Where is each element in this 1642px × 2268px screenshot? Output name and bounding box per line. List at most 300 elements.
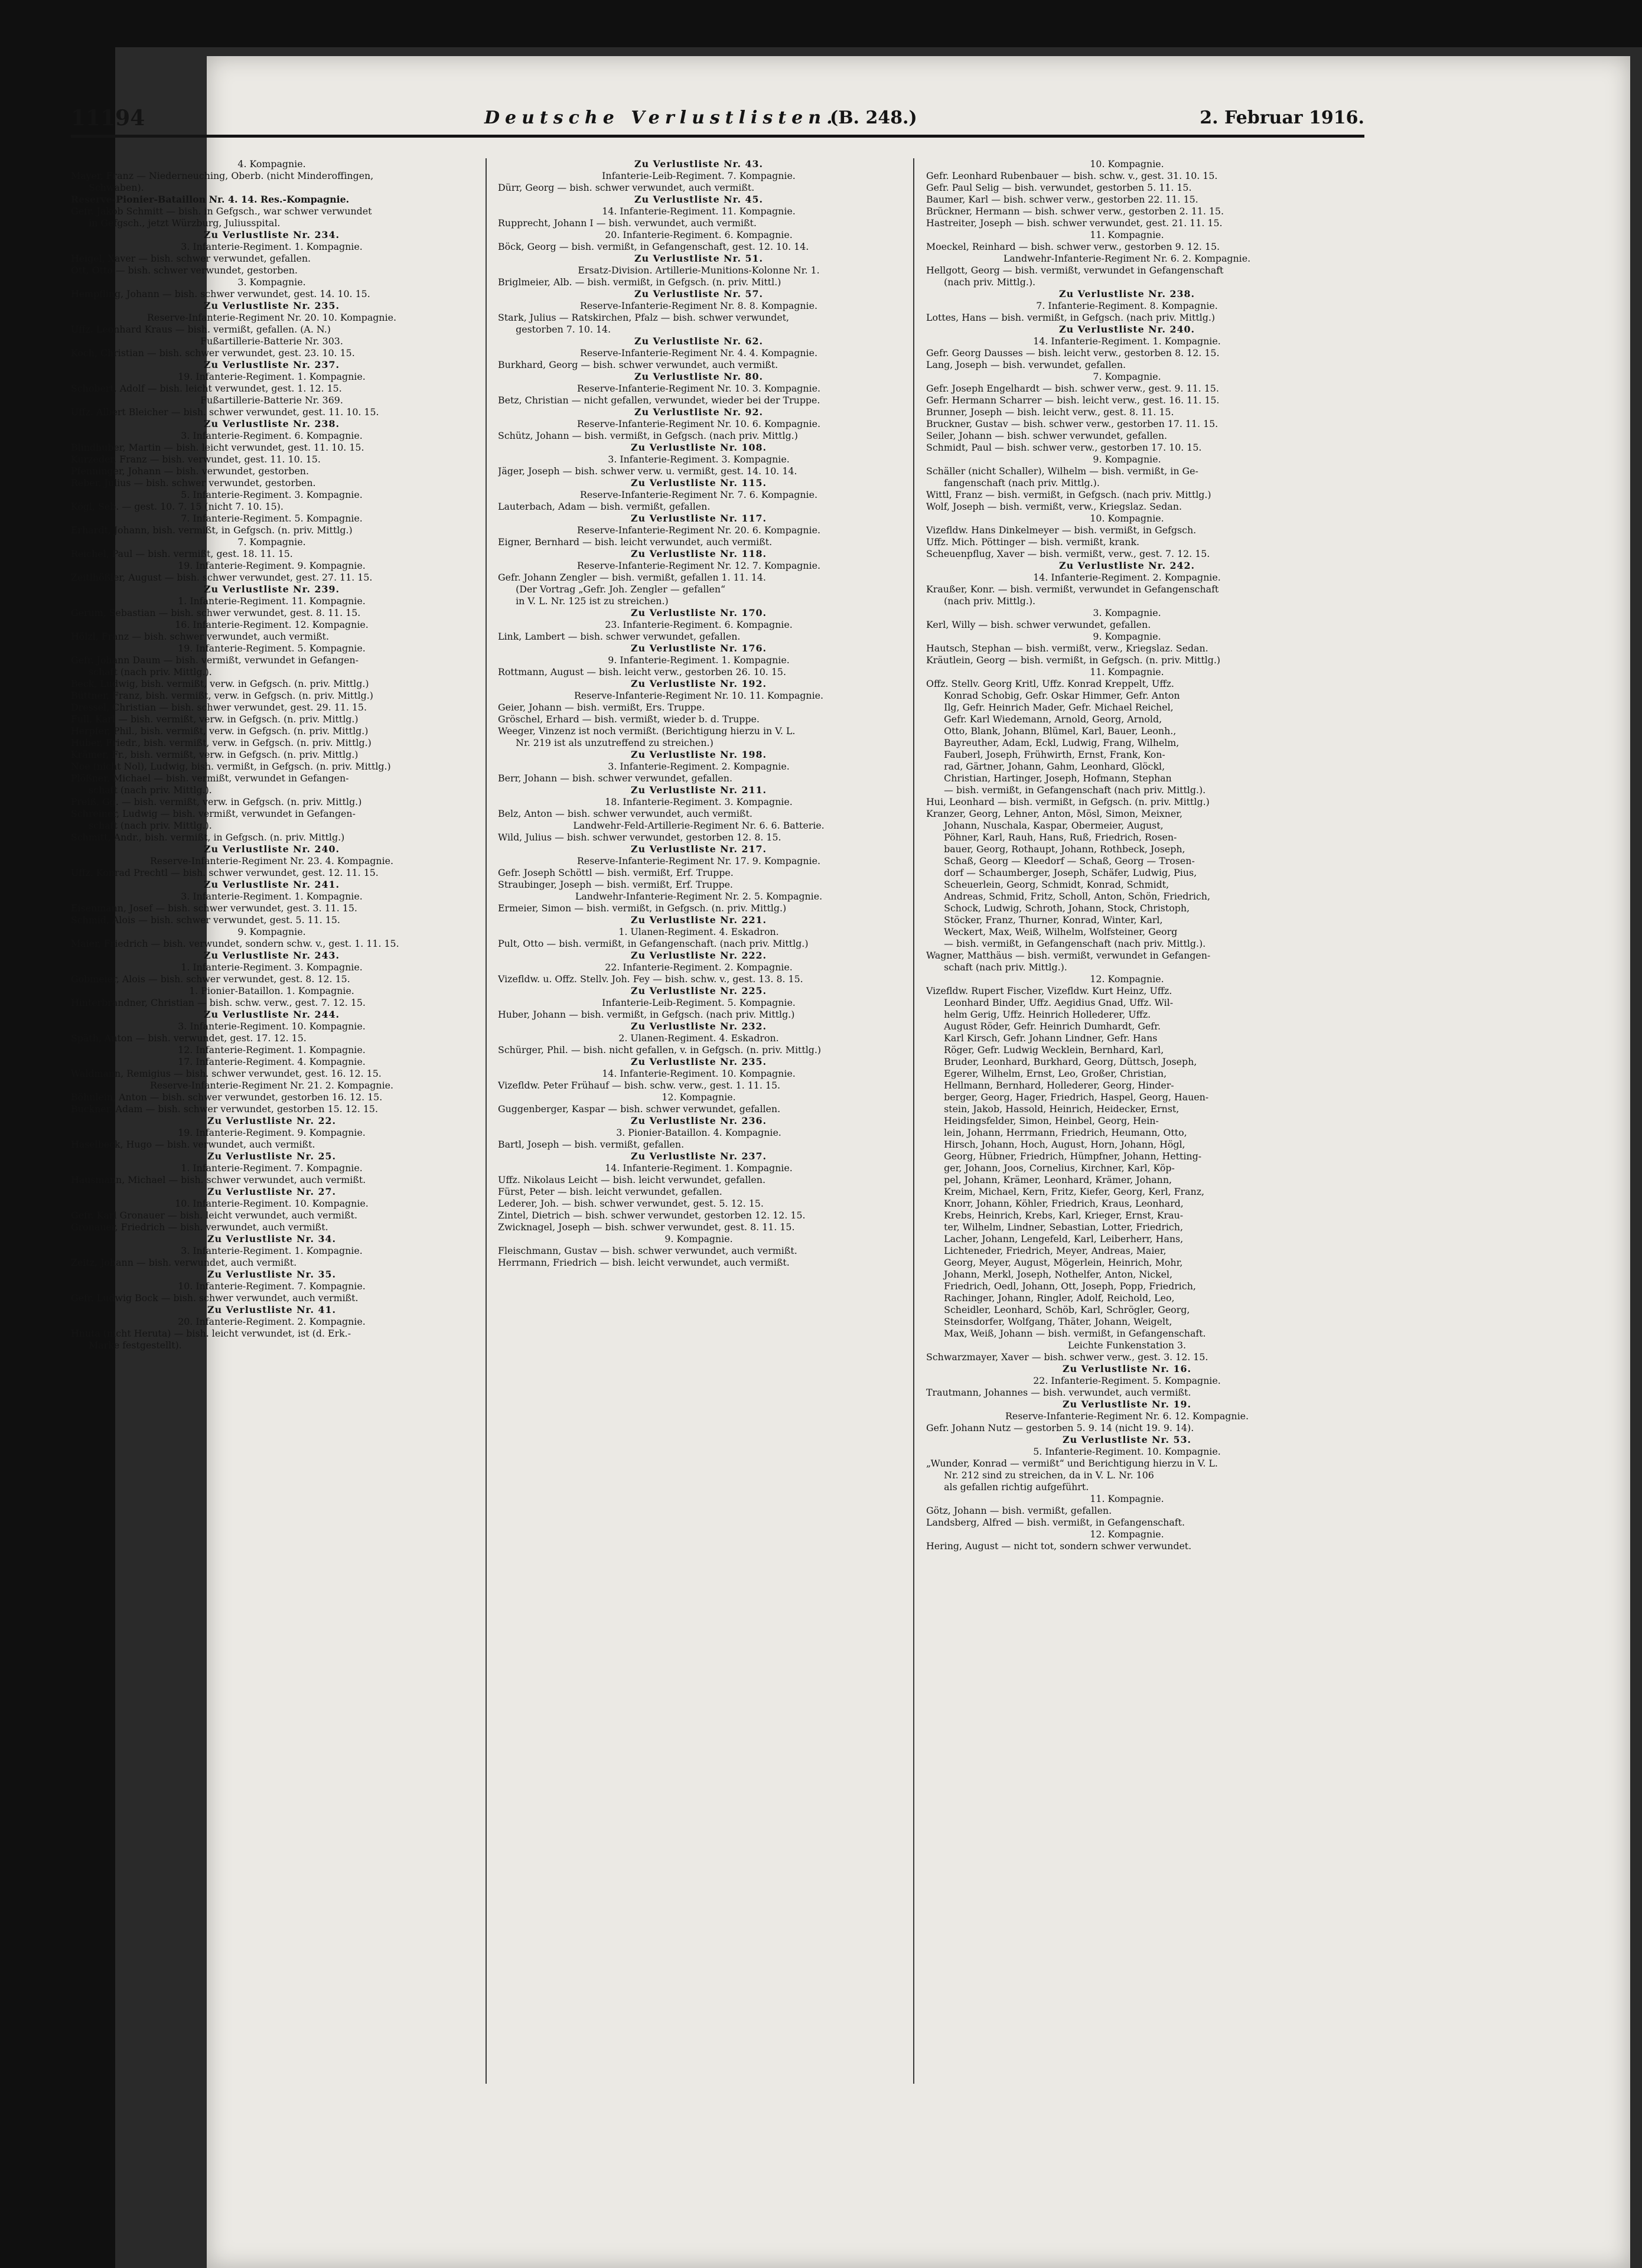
- casualty-entry: Zwicknagel, Joseph — bish. schwer verwundet, gest. 8. 11. 15.: [498, 1221, 795, 1233]
- casualty-entry: Beck, Ludwig, bish. vermißt, verw. in Gefgsch. (n. priv. Mittlg.): [71, 678, 369, 689]
- casualty-entry: Scheuerlein, Georg, Schmidt, Konrad, Schmidt,: [926, 879, 1169, 890]
- casualty-entry: Schmid, Alois — bish. schwer verwundet, gest. 5. 11. 15.: [71, 914, 340, 926]
- unit-heading: 3. Infanterie-Regiment. 10. Kompagnie.: [178, 1021, 366, 1032]
- casualty-entry: Waldmann, Remigius — bish. schwer verwundet, gest. 16. 12. 15.: [71, 1068, 382, 1079]
- unit-heading: Landwehr-Infanterie-Regiment Nr. 2. 5. Kompagnie.: [575, 891, 823, 902]
- casualty-entry: Burkhard, Georg — bish. schwer verwundet, auch vermißt.: [498, 359, 778, 370]
- casualty-entry: Vizefldw. Peter Frühauf — bish. schw. verw., gest. 1. 11. 15.: [498, 1080, 781, 1091]
- casualty-entry: Uffz. Konrad Prechtl — bish. schwer verwundet, gest. 12. 11. 15.: [71, 867, 379, 878]
- casualty-entry: Bruckner, Gustav — bish. schwer verw., gestorben 17. 11. 15.: [926, 418, 1219, 429]
- casualty-entry: Rachinger, Johann, Ringler, Adolf, Reichold, Leo,: [926, 1292, 1175, 1304]
- casualty-entry: Betz, Christian — nicht gefallen, verwundet, wieder bei der Truppe.: [498, 395, 820, 406]
- casualty-entry: Rottmann, August — bish. leicht verw., gestorben 26. 10. 15.: [498, 666, 786, 677]
- section-heading: Zu Verlustliste Nr. 115.: [631, 477, 767, 488]
- casualty-entry: Uffz. Leonhard Kraus — bish. vermißt, gefallen. (A. N.): [71, 324, 331, 335]
- casualty-entry: Plößner, Michael — bish. vermißt, verwundet in Gefangen-: [71, 773, 349, 784]
- unit-heading: Reserve-Infanterie-Regiment Nr. 7. 6. Kompagnie.: [580, 489, 817, 500]
- casualty-entry: ter, Wilhelm, Lindner, Sebastian, Lotter, Friedrich,: [926, 1221, 1183, 1233]
- casualty-entry: schaft (nach priv. Mittlg.).: [71, 820, 212, 831]
- casualty-entry: Gefr. Georg Dausses — bish. leicht verw., gestorben 8. 12. 15.: [926, 347, 1220, 359]
- casualty-entry: Lang, Joseph — bish. verwundet, gefallen.: [926, 359, 1126, 370]
- casualty-entry: stein, Jakob, Hassold, Heinrich, Heidecker, Ernst,: [926, 1103, 1180, 1115]
- casualty-entry: Gefr. Ludwig Bock — bish. schwer verwundet, auch vermißt.: [71, 1292, 359, 1304]
- section-heading: Zu Verlustliste Nr. 43.: [634, 158, 763, 170]
- casualty-entry: Preiß, Gg. — bish. vermißt, verw. in Gefgsch. (n. priv. Mittlg.): [71, 796, 362, 807]
- casualty-entry: Reichel, Paul — bish. vermißt, gest. 18. 11. 15.: [71, 548, 293, 559]
- unit-heading: 14. Infanterie-Regiment. 2. Kompagnie.: [1033, 572, 1221, 583]
- casualty-entry: fangenschaft (nach priv. Mittlg.).: [926, 477, 1100, 488]
- section-heading: Zu Verlustliste Nr. 25.: [207, 1151, 336, 1162]
- section-heading: Zu Verlustliste Nr. 239.: [204, 584, 340, 595]
- casualty-entry: Kögl, Seb. — gest. 10. 7. 15 (nicht 7. 10. 15).: [71, 501, 284, 512]
- casualty-entry: Berr, Johann — bish. schwer verwundet, gefallen.: [498, 773, 732, 784]
- section-heading: Zu Verlustliste Nr. 237.: [631, 1151, 767, 1162]
- casualty-entry: Haselbeck, Hugo — bish. verwundet, auch vermißt.: [71, 1139, 315, 1150]
- casualty-entry: Eigner, Bernhard — bish. leicht verwundet, auch vermißt.: [498, 536, 773, 548]
- unit-heading: 14. Infanterie-Regiment. 11. Kompagnie.: [602, 206, 796, 217]
- casualty-entry: Briglmeier, Alb. — bish. vermißt, in Gefgsch. (n. priv. Mittl.): [498, 276, 781, 288]
- unit-heading: Leichte Funkenstation 3.: [1067, 1340, 1187, 1351]
- casualty-entry: Gefr. Johann Zengler — bish. vermißt, gefallen 1. 11. 14.: [498, 572, 766, 583]
- unit-heading: 3. Infanterie-Regiment. 6. Kompagnie.: [181, 430, 363, 441]
- unit-heading: Ersatz-Division. Artillerie-Munitions-Kolonne Nr. 1.: [578, 265, 820, 276]
- unit-heading: 9. Kompagnie.: [237, 926, 306, 937]
- unit-heading: 14. Infanterie-Regiment. 10. Kompagnie.: [602, 1068, 796, 1079]
- unit-heading: Infanterie-Leib-Regiment. 7. Kompagnie.: [602, 170, 796, 181]
- casualty-entry: Egerer, Wilhelm, Ernst, Leo, Großer, Christian,: [926, 1068, 1167, 1079]
- casualty-entry: (nach priv. Mittlg.).: [926, 276, 1036, 288]
- casualty-entry: — bish. vermißt, in Gefangenschaft (nach priv. Mittlg.).: [926, 938, 1206, 949]
- casualty-entry: Schock, Ludwig, Schroth, Johann, Stock, Christoph,: [926, 902, 1190, 914]
- casualty-entry: Hellmann, Bernhard, Hollederer, Georg, Hinder-: [926, 1080, 1174, 1091]
- unit-heading: Reserve-Infanterie-Regiment Nr. 12. 7. Kompagnie.: [577, 560, 820, 571]
- unit-heading: 1. Infanterie-Regiment. 7. Kompagnie.: [181, 1162, 363, 1174]
- column-divider: [913, 158, 914, 2084]
- casualty-entry: Kerl, Willy — bish. schwer verwundet, gefallen.: [926, 619, 1151, 630]
- section-heading: Zu Verlustliste Nr. 51.: [634, 253, 763, 264]
- casualty-entry: Gefr. Jakob Schmitt — bish. in Gefgsch., war schwer verwundet: [71, 206, 372, 217]
- header-rule: [71, 135, 1364, 138]
- unit-heading: 19. Infanterie-Regiment. 9. Kompagnie.: [178, 560, 366, 571]
- unit-heading: 12. Infanterie-Regiment. 1. Kompagnie.: [178, 1044, 366, 1055]
- casualty-entry: Gefr. Hermann Scharrer — bish. leicht verw., gest. 16. 11. 15.: [926, 395, 1220, 406]
- casualty-entry: Bartl, Joseph — bish. vermißt, gefallen.: [498, 1139, 685, 1150]
- casualty-entry: Gefr. Johann Daum — bish. vermißt, verwundet in Gefangen-: [71, 654, 359, 666]
- unit-heading: 10. Infanterie-Regiment. 10. Kompagnie.: [175, 1198, 369, 1209]
- unit-heading: 9. Infanterie-Regiment. 1. Kompagnie.: [608, 654, 790, 666]
- casualty-entry: Knorr, Johann, Köhler, Friedrich, Kraus, Leonhard,: [926, 1198, 1184, 1209]
- casualty-entry: Gefr. Karl Gronauer — bish. leicht verwundet, auch vermißt.: [71, 1210, 357, 1221]
- section-heading: Zu Verlustliste Nr. 176.: [631, 643, 767, 654]
- casualty-entry: Vizefldw. Rupert Fischer, Vizefldw. Kurt Heinz, Uffz.: [926, 985, 1172, 996]
- casualty-entry: Guggenberger, Kaspar — bish. schwer verwundet, gefallen.: [498, 1103, 781, 1115]
- casualty-entry: Hnuta (nicht Heruta) — bish. leicht verwundet, ist (d. Erk.-: [71, 1328, 351, 1339]
- casualty-entry: Scheidler, Leonhard, Schöb, Karl, Schrögler, Georg,: [926, 1304, 1190, 1315]
- casualty-entry: (nach priv. Mittlg.).: [926, 595, 1036, 607]
- section-heading: Zu Verlustliste Nr. 170.: [631, 607, 767, 618]
- casualty-entry: Hempfling, Johann — bish. schwer verwundet, gest. 14. 10. 15.: [71, 288, 370, 299]
- casualty-entry: Moeckel, Reinhard — bish. schwer verw., gestorben 9. 12. 15.: [926, 241, 1220, 252]
- casualty-entry: Gefr. Karl Wiedemann, Arnold, Georg, Arnold,: [926, 713, 1162, 725]
- casualty-entry: Wolf, Joseph — bish. vermißt, verw., Kriegslaz. Sedan.: [926, 501, 1182, 512]
- casualty-entry: Ott, Otto — bish. schwer verwundet, gestorben.: [71, 265, 298, 276]
- unit-heading: 12. Kompagnie.: [1090, 973, 1164, 985]
- casualty-entry: Zeitlhößler, August — bish. schwer verwundet, gest. 27. 11. 15.: [71, 572, 373, 583]
- casualty-entry: Erhardt, Johann, bish. vermißt, in Gefgsch. (n. priv. Mittlg.): [71, 524, 353, 536]
- unit-heading: 22. Infanterie-Regiment. 2. Kompagnie.: [605, 962, 793, 973]
- casualty-entry: Reber, Julius — bish. schwer verwundet, gestorben.: [71, 477, 316, 488]
- casualty-entry: berger, Georg, Hager, Friedrich, Haspel, Georg, Hauen-: [926, 1091, 1209, 1103]
- section-heading: Zu Verlustliste Nr. 241.: [204, 879, 340, 890]
- section-heading: Zu Verlustliste Nr. 222.: [631, 950, 767, 961]
- casualty-entry: Hui, Leonhard — bish. vermißt, in Gefgsch. (n. priv. Mittlg.): [926, 796, 1210, 807]
- casualty-entry: bauer, Georg, Rothaupt, Johann, Rothbeck, Joseph,: [926, 843, 1185, 855]
- section-heading: Zu Verlustliste Nr. 238.: [1059, 288, 1195, 299]
- unit-heading: 3. Pionier-Bataillon. 4. Kompagnie.: [616, 1127, 781, 1138]
- unit-heading: 3. Kompagnie.: [1093, 607, 1161, 618]
- unit-heading: 11. Kompagnie.: [1090, 666, 1164, 677]
- casualty-entry: Koch, Christian — bish. schwer verwundet, gest. 23. 10. 15.: [71, 347, 355, 359]
- casualty-entry: als gefallen richtig aufgeführt.: [926, 1481, 1089, 1493]
- casualty-entry: dorf — Schaumberger, Joseph, Schäfer, Ludwig, Pius,: [926, 867, 1197, 878]
- unit-heading: 20. Infanterie-Regiment. 2. Kompagnie.: [178, 1316, 366, 1327]
- casualty-entry: schaft (nach priv. Mittlg.).: [926, 962, 1067, 973]
- casualty-entry: schaft (nach priv. Mittlg.).: [71, 784, 212, 796]
- casualty-entry: Stöcker, Franz, Thurner, Konrad, Winter, Karl,: [926, 914, 1163, 926]
- casualty-entry: Baumer, Karl — bish. schwer verw., gestorben 22. 11. 15.: [926, 194, 1198, 205]
- casualty-entry: Brückner, Hermann — bish. schwer verw., gestorben 2. 11. 15.: [926, 206, 1224, 217]
- casualty-entry: Lichteneder, Friedrich, Meyer, Andreas, Maier,: [926, 1245, 1167, 1256]
- text-column-3: [926, 158, 1328, 2084]
- unit-heading: 10. Infanterie-Regiment. 7. Kompagnie.: [178, 1280, 366, 1292]
- section-heading: Zu Verlustliste Nr. 235.: [631, 1056, 767, 1067]
- casualty-entry: Herpfer, Phil., bish. vermißt, verw. in Gefgsch. (n. priv. Mittlg.): [71, 725, 369, 737]
- section-heading: Zu Verlustliste Nr. 240.: [204, 843, 340, 855]
- unit-heading: Reserve-Infanterie-Regiment Nr. 17. 9. Kompagnie.: [577, 855, 820, 866]
- unit-heading: Fußartillerie-Batterie Nr. 303.: [200, 335, 343, 347]
- section-heading: Zu Verlustliste Nr. 57.: [634, 288, 763, 299]
- unit-heading: 1. Ulanen-Regiment. 4. Eskadron.: [618, 926, 779, 937]
- casualty-entry: Buckner, Adam — bish. schwer verwundet, gestorben 15. 12. 15.: [71, 1103, 378, 1115]
- casualty-entry: Gefr. Paul Selig — bish. verwundet, gestorben 5. 11. 15.: [926, 182, 1192, 193]
- casualty-entry: Gefr. Leonhard Rubenbauer — bish. schw. v., gest. 31. 10. 15.: [926, 170, 1218, 181]
- casualty-entry: Bruder, Leonhard, Burkhard, Georg, Düttsch, Joseph,: [926, 1056, 1197, 1067]
- casualty-entry: Ilg, Gefr. Heinrich Mader, Gefr. Michael Reichel,: [926, 702, 1174, 713]
- casualty-entry: Uffz. Nikolaus Leicht — bish. leicht verwundet, gefallen.: [498, 1174, 765, 1185]
- casualty-entry: Weckert, Max, Weiß, Wilhelm, Wolfsteiner, Georg: [926, 926, 1178, 937]
- section-heading: Zu Verlustliste Nr. 118.: [631, 548, 767, 559]
- unit-heading: 7. Infanterie-Regiment. 8. Kompagnie.: [1036, 300, 1218, 311]
- section-heading: Zu Verlustliste Nr. 240.: [1059, 324, 1195, 335]
- casualty-entry: Lauterbach, Adam — bish. vermißt, gefallen.: [498, 501, 711, 512]
- section-heading: Zu Verlustliste Nr. 236.: [631, 1115, 767, 1126]
- casualty-entry: Kranzer, Georg, Lehner, Anton, Mösl, Simon, Meixner,: [926, 808, 1183, 819]
- section-heading: Zu Verlustliste Nr. 242.: [1059, 560, 1195, 571]
- page-header: [71, 106, 1364, 142]
- unit-heading: 1. Infanterie-Regiment. 3. Kompagnie.: [181, 962, 363, 973]
- casualty-entry: Christian, Hartinger, Joseph, Hofmann, Stephan: [926, 773, 1172, 784]
- casualty-entry: Link, Lambert — bish. schwer verwundet, gefallen.: [498, 631, 741, 642]
- text-column-1: [71, 158, 473, 2084]
- casualty-entry: Herrmann, Friedrich — bish. leicht verwundet, auch vermißt.: [498, 1257, 790, 1268]
- casualty-entry: Landsberg, Alfred — bish. vermißt, in Gefangenschaft.: [926, 1517, 1185, 1528]
- casualty-entry: Schmitt, Andr., bish. vermißt, in Gefgsch. (n. priv. Mittlg.): [71, 832, 345, 843]
- unit-heading: 17. Infanterie-Regiment. 4. Kompagnie.: [178, 1056, 366, 1067]
- casualty-entry: Gerum, Sebastian — bish. schwer verwundet, gest. 8. 11. 15.: [71, 607, 361, 618]
- section-heading: Zu Verlustliste Nr. 225.: [631, 985, 767, 996]
- unit-heading: Reserve-Infanterie-Regiment Nr. 8. 8. Kompagnie.: [580, 300, 817, 311]
- unit-heading: 19. Infanterie-Regiment. 9. Kompagnie.: [178, 1127, 366, 1138]
- section-heading: Zu Verlustliste Nr. 244.: [204, 1009, 340, 1020]
- casualty-entry: Kräutlein, Georg — bish. vermißt, in Gefgsch. (n. priv. Mittlg.): [926, 654, 1221, 666]
- casualty-entry: Zintel, Dietrich — bish. schwer verwundet, gestorben 12. 12. 15.: [498, 1210, 806, 1221]
- unit-heading: Reserve-Infanterie-Regiment Nr. 20. 6. Kompagnie.: [577, 524, 820, 536]
- casualty-entry: rad, Gärtner, Johann, Gahm, Leonhard, Glöckl,: [926, 761, 1165, 772]
- unit-heading: 19. Infanterie-Regiment. 1. Kompagnie.: [178, 371, 366, 382]
- unit-heading: 18. Infanterie-Regiment. 3. Kompagnie.: [605, 796, 793, 807]
- casualty-entry: Huber, Friedr., bish. vermißt, verw. in Gefgsch. (n. priv. Mittlg.): [71, 737, 372, 748]
- casualty-entry: Fauberl, Joseph, Frühwirth, Ernst, Frank, Kon-: [926, 749, 1165, 760]
- casualty-entry: Lacher, Johann, Lengefeld, Karl, Leiberherr, Hans,: [926, 1233, 1184, 1244]
- casualty-entry: Offz. Stellv. Georg Kritl, Uffz. Konrad Kreppelt, Uffz.: [926, 678, 1174, 689]
- casualty-entry: ger, Johann, Joos, Cornelius, Kirchner, Karl, Köp-: [926, 1162, 1175, 1174]
- unit-heading: 12. Kompagnie.: [662, 1091, 736, 1103]
- unit-heading: Reserve-Infanterie-Regiment Nr. 4. 4. Kompagnie.: [580, 347, 817, 359]
- casualty-entry: Götz, Johann — bish. vermißt, gefallen.: [926, 1505, 1112, 1516]
- casualty-entry: in V. L. Nr. 125 ist zu streichen.): [498, 595, 669, 607]
- casualty-entry: pel, Johann, Krämer, Leonhard, Krämer, Johann,: [926, 1174, 1172, 1185]
- casualty-entry: „Wunder, Konrad — vermißt“ und Berichtigung hierzu in V. L.: [926, 1458, 1218, 1469]
- section-heading: Zu Verlustliste Nr. 117.: [631, 513, 767, 524]
- section-heading: Zu Verlustliste Nr. 232.: [631, 1021, 767, 1032]
- casualty-entry: Leonhard Binder, Uffz. Aegidius Gnad, Uffz. Wil-: [926, 997, 1174, 1008]
- casualty-entry: Wittl, Franz — bish. vermißt, in Gefgsch. (nach priv. Mittlg.): [926, 489, 1211, 500]
- casualty-entry: Gefr. Johann Nutz — gestorben 5. 9. 14 (nicht 19. 9. 14).: [926, 1422, 1194, 1433]
- unit-heading: 16. Infanterie-Regiment. 12. Kompagnie.: [175, 619, 369, 630]
- casualty-entry: Hautsch, Stephan — bish. vermißt, verw., Kriegslaz. Sedan.: [926, 643, 1208, 654]
- section-heading: Zu Verlustliste Nr. 19.: [1063, 1399, 1191, 1410]
- section-heading: Zu Verlustliste Nr. 217.: [631, 843, 767, 855]
- unit-heading: 3. Infanterie-Regiment. 1. Kompagnie.: [181, 241, 363, 252]
- casualty-entry: Röger, Gefr. Ludwig Wecklein, Bernhard, Karl,: [926, 1044, 1164, 1055]
- unit-heading: 5. Infanterie-Regiment. 3. Kompagnie.: [181, 489, 363, 500]
- casualty-entry: Nr. 219 ist als unzutreffend zu streichen.): [498, 737, 714, 748]
- unit-heading: 9. Kompagnie.: [664, 1233, 733, 1244]
- unit-heading: 7. Kompagnie.: [237, 536, 306, 548]
- casualty-entry: helm Gerig, Uffz. Heinrich Hollederer, Uffz.: [926, 1009, 1151, 1020]
- casualty-entry: Kraußer, Konr. — bish. vermißt, verwundet in Gefangenschaft: [926, 584, 1219, 595]
- text-column-2: [498, 158, 900, 2084]
- unit-heading: 11. Kompagnie.: [1090, 229, 1164, 240]
- casualty-entry: Full, Karl — bish. vermißt, verw. in Gefgsch. (n. priv. Mittlg.): [71, 713, 359, 725]
- unit-heading: Landwehr-Feld-Artillerie-Regiment Nr. 6. 6. Batterie.: [573, 820, 825, 831]
- casualty-entry: Stark, Julius — Ratskirchen, Pfalz — bish. schwer verwundet,: [498, 312, 790, 323]
- section-heading: Zu Verlustliste Nr. 62.: [634, 335, 763, 347]
- casualty-entry: Wild, Julius — bish. schwer verwundet, gestorben 12. 8. 15.: [498, 832, 781, 843]
- casualty-entry: Hausmann, Michael — bish. schwer verwundet, auch vermißt.: [71, 1174, 366, 1185]
- casualty-entry: Zeitz, Johann — bish. verwundet, auch vermißt.: [71, 1257, 297, 1268]
- issue-number: (B. 248.): [830, 107, 917, 128]
- unit-heading: 11. Kompagnie.: [1090, 1493, 1164, 1504]
- casualty-entry: Hölzl, Franz — bish. schwer verwundet, auch vermißt.: [71, 631, 330, 642]
- casualty-entry: Reserve-Pionier-Bataillon Nr. 4. 14. Res.-Kompagnie.: [71, 194, 350, 205]
- casualty-entry: Böhnlein, Anton — bish. schwer verwundet, gestorben 16. 12. 15.: [71, 1091, 383, 1103]
- casualty-entry: Brunner, Joseph — bish. leicht verw., gest. 8. 11. 15.: [926, 406, 1174, 418]
- casualty-entry: Jäger, Joseph — bish. schwer verw. u. vermißt, gest. 14. 10. 14.: [498, 465, 797, 477]
- unit-heading: 7. Infanterie-Regiment. 5. Kompagnie.: [181, 513, 363, 524]
- unit-heading: 23. Infanterie-Regiment. 6. Kompagnie.: [605, 619, 793, 630]
- casualty-entry: Max, Weiß, Johann — bish. vermißt, in Gefangenschaft.: [926, 1328, 1206, 1339]
- unit-heading: 1. Infanterie-Regiment. 11. Kompagnie.: [178, 595, 366, 607]
- section-heading: Zu Verlustliste Nr. 22.: [207, 1115, 336, 1126]
- casualty-entry: Friedrich, Oedl, Johann, Ott, Joseph, Popp, Friedrich,: [926, 1280, 1196, 1292]
- unit-heading: Reserve-Infanterie-Regiment Nr. 20. 10. Kompagnie.: [146, 312, 397, 323]
- casualty-entry: Steinsdorfer, Wolfgang, Thäter, Johann, Weigelt,: [926, 1316, 1172, 1327]
- section-heading: Zu Verlustliste Nr. 16.: [1063, 1363, 1191, 1374]
- unit-heading: 10. Kompagnie.: [1090, 513, 1164, 524]
- casualty-entry: Noe (nicht Nol), Ludwig, bish. vermißt, in Gefgsch. (n. priv. Mittlg.): [71, 761, 391, 772]
- casualty-entry: gestorben 7. 10. 14.: [498, 324, 611, 335]
- section-heading: Zu Verlustliste Nr. 35.: [207, 1269, 336, 1280]
- casualty-entry: Krämer, Fr., bish. vermißt, verw. in Gefgsch. (n. priv. Mittlg.): [71, 749, 359, 760]
- casualty-entry: Hellgott, Georg — bish. vermißt, verwundet in Gefangenschaft: [926, 265, 1224, 276]
- casualty-entry: schaft (nach priv. Mittlg.).: [71, 666, 212, 677]
- casualty-entry: Gröschel, Erhard — bish. vermißt, wieder b. d. Truppe.: [498, 713, 760, 725]
- casualty-entry: Straubinger, Joseph — bish. vermißt, Erf. Truppe.: [498, 879, 733, 890]
- casualty-entry: Hinterbrandner, Christian — bish. schw. verw., gest. 7. 12. 15.: [71, 997, 366, 1008]
- unit-heading: 3. Infanterie-Regiment. 2. Kompagnie.: [608, 761, 790, 772]
- casualty-entry: Karl Kirsch, Gefr. Johann Lindner, Gefr. Hans: [926, 1032, 1158, 1044]
- unit-heading: 9. Kompagnie.: [1093, 454, 1161, 465]
- unit-heading: 20. Infanterie-Regiment. 6. Kompagnie.: [605, 229, 793, 240]
- section-heading: Zu Verlustliste Nr. 34.: [207, 1233, 336, 1244]
- unit-heading: 22. Infanterie-Regiment. 5. Kompagnie.: [1033, 1375, 1221, 1386]
- casualty-entry: Mayer, Franz — Niederneuching, Oberb. (nicht Minderoffingen,: [71, 170, 374, 181]
- casualty-entry: Schobert, Adolf — bish. leicht verwundet, gest. 1. 12. 15.: [71, 383, 342, 394]
- casualty-entry: Hering, August — nicht tot, sondern schwer verwundet.: [926, 1540, 1192, 1552]
- casualty-entry: Seiler, Johann — bish. schwer verwundet, gefallen.: [926, 430, 1168, 441]
- casualty-entry: Dürr, Georg — bish. schwer verwundet, auch vermißt.: [498, 182, 755, 193]
- section-heading: Zu Verlustliste Nr. 211.: [631, 784, 767, 796]
- section-heading: Zu Verlustliste Nr. 92.: [634, 406, 763, 418]
- section-heading: Zu Verlustliste Nr. 237.: [204, 359, 340, 370]
- unit-heading: 3. Infanterie-Regiment. 1. Kompagnie.: [181, 891, 363, 902]
- section-heading: Zu Verlustliste Nr. 243.: [204, 950, 340, 961]
- unit-heading: 10. Kompagnie.: [1090, 158, 1164, 170]
- casualty-entry: Schwarzmayer, Xaver — bish. schwer verw., gest. 3. 12. 15.: [926, 1351, 1208, 1363]
- casualty-entry: Schwaben).: [71, 182, 144, 193]
- section-heading: Zu Verlustliste Nr. 234.: [204, 229, 340, 240]
- casualty-entry: Gobmeier, Alois — bish. schwer verwundet, gest. 8. 12. 15.: [71, 973, 350, 985]
- casualty-entry: Georg, Hübner, Friedrich, Hümpfner, Johann, Hetting-: [926, 1151, 1202, 1162]
- issue-date: 2. Februar 1916.: [1200, 107, 1364, 128]
- casualty-entry: Späth, Anton — bish. verwundet, gest. 17. 12. 15.: [71, 1032, 307, 1044]
- section-heading: Zu Verlustliste Nr. 221.: [631, 914, 767, 926]
- casualty-entry: Pöhner, Karl, Rauh, Hans, Ruß, Friedrich, Rosen-: [926, 832, 1177, 843]
- casualty-entry: Wagner, Matthäus — bish. vermißt, verwundet in Gefangen-: [926, 950, 1211, 961]
- casualty-entry: Georg, Meyer, August, Mögerlein, Heinrich, Mohr,: [926, 1257, 1183, 1268]
- casualty-entry: Hastreiter, Joseph — bish. schwer verwundet, gest. 21. 11. 15.: [926, 217, 1223, 229]
- casualty-entry: Bayreuther, Adam, Eckl, Ludwig, Frang, Wilhelm,: [926, 737, 1180, 748]
- unit-heading: 19. Infanterie-Regiment. 5. Kompagnie.: [178, 643, 366, 654]
- casualty-entry: Huber, Johann — bish. vermißt, in Gefgsch. (nach priv. Mittlg.): [498, 1009, 795, 1020]
- casualty-entry: Andreas, Schmid, Fritz, Scholl, Anton, Schön, Friedrich,: [926, 891, 1210, 902]
- page-number: 11194: [71, 106, 145, 131]
- casualty-entry: — bish. vermißt, in Gefangenschaft (nach priv. Mittlg.).: [926, 784, 1206, 796]
- casualty-entry: Fleischmann, Gustav — bish. schwer verwundet, auch vermißt.: [498, 1245, 797, 1256]
- unit-heading: 2. Ulanen-Regiment. 4. Eskadron.: [618, 1032, 779, 1044]
- casualty-entry: Schäller (nicht Schaller), Wilhelm — bish. vermißt, in Ge-: [926, 465, 1198, 477]
- casualty-entry: Schürger, Phil. — bish. nicht gefallen, v. in Gefgsch. (n. priv. Mittlg.): [498, 1044, 822, 1055]
- column-divider: [486, 158, 487, 2084]
- publication-title: Deutsche Verlustlisten.: [484, 107, 838, 128]
- section-heading: Zu Verlustliste Nr. 235.: [204, 300, 340, 311]
- casualty-entry: Schütz, Johann — bish. vermißt, in Gefgsch. (nach priv. Mittlg.): [498, 430, 798, 441]
- casualty-entry: Dressel, Christian — bish. schwer verwundet, gest. 29. 11. 15.: [71, 702, 367, 713]
- casualty-entry: Kreim, Michael, Kern, Fritz, Kiefer, Georg, Kerl, Franz,: [926, 1186, 1205, 1197]
- unit-heading: Fußartillerie-Batterie Nr. 369.: [200, 395, 343, 406]
- unit-heading: Reserve-Infanterie-Regiment Nr. 10. 6. Kompagnie.: [577, 418, 820, 429]
- casualty-entry: Ermeier, Simon — bish. vermißt, in Gefgsch. (n. priv. Mittlg.): [498, 902, 787, 914]
- casualty-entry: Weeger, Vinzenz ist noch vermißt. (Berichtigung hierzu in V. L.: [498, 725, 796, 737]
- casualty-entry: Konrad Schobig, Gefr. Oskar Himmer, Gefr. Anton: [926, 690, 1180, 701]
- casualty-entry: Büttner, Franz, bish. vermißt, verw. in Gefgsch. (n. priv. Mittlg.): [71, 690, 373, 701]
- casualty-entry: Schreiner, Ludwig — bish. vermißt, verwundet in Gefangen-: [71, 808, 356, 819]
- casualty-entry: Schaß, Georg — Kleedorf — Schaß, Georg — Trosen-: [926, 855, 1195, 866]
- section-heading: Zu Verlustliste Nr. 80.: [634, 371, 763, 382]
- casualty-entry: (Der Vortrag „Gefr. Joh. Zengler — gefallen“: [498, 584, 726, 595]
- casualty-entry: Gronauer, Friedrich — bish. verwundet, auch vermißt.: [71, 1221, 328, 1233]
- unit-heading: Reserve-Infanterie-Regiment Nr. 6. 12. Kompagnie.: [1005, 1410, 1249, 1422]
- casualty-entry: Nr. 212 sind zu streichen, da in V. L. Nr. 106: [926, 1469, 1154, 1481]
- casualty-entry: Pult, Otto — bish. vermißt, in Gefangenschaft. (nach priv. Mittlg.): [498, 938, 809, 949]
- casualty-entry: Gefr. Joseph Schöttl — bish. vermißt, Erf. Truppe.: [498, 867, 734, 878]
- casualty-entry: lein, Johann, Herrmann, Friedrich, Heumann, Otto,: [926, 1127, 1187, 1138]
- unit-heading: 3. Infanterie-Regiment. 1. Kompagnie.: [181, 1245, 363, 1256]
- casualty-entry: Lederer, Joh. — bish. schwer verwundet, gest. 5. 12. 15.: [498, 1198, 764, 1209]
- section-heading: Zu Verlustliste Nr. 198.: [631, 749, 767, 760]
- unit-heading: Reserve-Infanterie-Regiment Nr. 21. 2. Kompagnie.: [150, 1080, 393, 1091]
- casualty-entry: Heidingsfelder, Simon, Heinbel, Georg, Hein-: [926, 1115, 1159, 1126]
- casualty-entry: Fürst, Peter — bish. leicht verwundet, gefallen.: [498, 1186, 722, 1197]
- unit-heading: 5. Infanterie-Regiment. 10. Kompagnie.: [1033, 1446, 1221, 1457]
- section-heading: Zu Verlustliste Nr. 41.: [207, 1304, 336, 1315]
- casualty-entry: Vizefldw. Hans Dinkelmeyer — bish. vermißt, in Gefgsch.: [926, 524, 1197, 536]
- casualty-entry: Blindhuber, Martin — bish. leicht verwundet, gest. 11. 10. 15.: [71, 442, 364, 453]
- casualty-entry: Gefr. Joseph Engelhardt — bish. schwer verw., gest. 9. 11. 15.: [926, 383, 1219, 394]
- casualty-entry: Schmidt, Paul — bish. schwer verw., gestorben 17. 10. 15.: [926, 442, 1202, 453]
- unit-heading: 7. Kompagnie.: [1093, 371, 1161, 382]
- unit-heading: 14. Infanterie-Regiment. 1. Kompagnie.: [1033, 335, 1221, 347]
- casualty-entry: in Gefgsch., jetzt Würzburg, Juliusspital.: [71, 217, 281, 229]
- section-heading: Zu Verlustliste Nr. 238.: [204, 418, 340, 429]
- casualty-entry: Uffz. Mich. Pöttinger — bish. vermißt, krank.: [926, 536, 1140, 548]
- casualty-entry: Kurzeder, Franz — bish. verwundet, gest. 11. 10. 15.: [71, 454, 321, 465]
- unit-heading: 14. Infanterie-Regiment. 1. Kompagnie.: [605, 1162, 793, 1174]
- casualty-entry: Vizefldw. u. Offz. Stellv. Joh. Fey — bish. schw. v., gest. 13. 8. 15.: [498, 973, 803, 985]
- casualty-entry: Belz, Anton — bish. schwer verwundet, auch vermißt.: [498, 808, 752, 819]
- unit-heading: 9. Kompagnie.: [1093, 631, 1161, 642]
- casualty-entry: Hirsch, Johann, Hoch, August, Horn, Johann, Högl,: [926, 1139, 1185, 1150]
- unit-heading: 4. Kompagnie.: [237, 158, 306, 170]
- unit-heading: Reserve-Infanterie-Regiment Nr. 10. 11. Kompagnie.: [574, 690, 824, 701]
- unit-heading: 12. Kompagnie.: [1090, 1529, 1164, 1540]
- casualty-entry: Lottes, Hans — bish. vermißt, in Gefgsch. (nach priv. Mittlg.): [926, 312, 1216, 323]
- casualty-entry: Pfenninger, Johann — bish. verwundet, gestorben.: [71, 465, 309, 477]
- unit-heading: Reserve-Infanterie-Regiment Nr. 23. 4. Kompagnie.: [150, 855, 393, 866]
- casualty-entry: Böck, Georg — bish. vermißt, in Gefangenschaft, gest. 12. 10. 14.: [498, 241, 809, 252]
- casualty-entry: Marke festgestellt).: [71, 1340, 182, 1351]
